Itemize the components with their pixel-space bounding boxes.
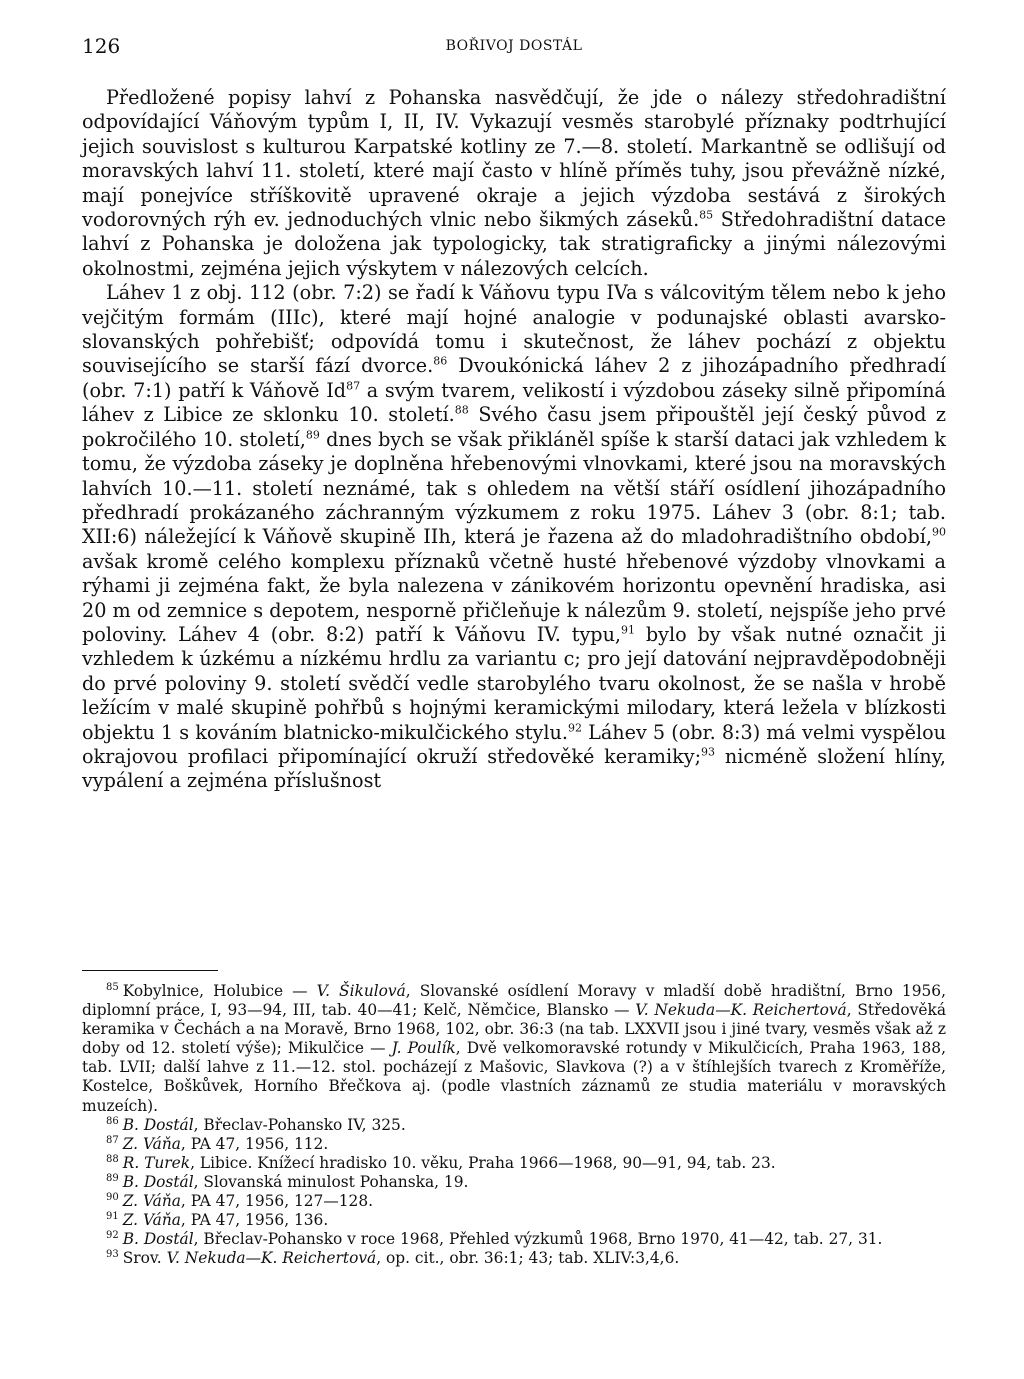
author: B. Dostál bbox=[122, 1172, 194, 1191]
footnote-number: 90 bbox=[106, 1191, 119, 1203]
author: Z. Váňa bbox=[122, 1211, 181, 1230]
footnote-ref: 92 bbox=[567, 721, 582, 735]
footnote-number: 89 bbox=[106, 1172, 119, 1184]
footnote-ref: 87 bbox=[346, 379, 361, 393]
footnote-ref: 88 bbox=[454, 403, 469, 417]
footnote bbox=[82, 1116, 946, 1135]
paragraph bbox=[82, 86, 946, 281]
text-run: Láhev 1 z obj. 112 (obr. 7:2) se řadí k Váňovu typu IVa s válcovitým tělem nebo k jeho vejčitým formám (IIIc), které mají hojné analogie v podunajské oblasti avarsko-slovanských pohřebišť; odpovídá tomu i skutečnost, že láhev pochází z objektu souvisejícího se starší fází dvorce. bbox=[82, 281, 946, 378]
footnotes bbox=[82, 982, 946, 1268]
author: V. Nekuda—K. Reichertová bbox=[166, 1249, 377, 1268]
footnote-number: 91 bbox=[106, 1211, 119, 1222]
text-run: Svého času jsem připouštěl její český původ z pokročilého 10. století, bbox=[82, 403, 947, 451]
text-run: , PA 47, 1956, 127—128. bbox=[180, 1192, 374, 1211]
author: R. Turek bbox=[122, 1153, 191, 1172]
text-run: , Středověká keramika v Čechách a na Moravě, Brno 1968, 102, obr. 36:3 (na tab. LXXVII jsou i jiné tvary, vesměs však až z doby od 12. století výše); Mikulčice — bbox=[82, 1001, 946, 1058]
text-run: , Slovanská minulost Pohanska, 19. bbox=[193, 1172, 469, 1191]
text-run: , op. cit., obr. 36:1; 43; tab. XLIV:3,4,6. bbox=[376, 1249, 680, 1268]
author: B. Dostál bbox=[122, 1230, 194, 1249]
footnote bbox=[82, 1192, 946, 1211]
footnote-number: 87 bbox=[106, 1134, 119, 1146]
text-run: Předložené popisy lahví z Pohanska nasvědčují, že jde o nálezy středohradištní odpovídající Váňovým typům I, II, IV. Vykazují vesměs starobylé příznaky podtrhující jejich souvislost s kulturou Karpatské kotliny ze 7.—8. století. Markantně se odlišují od moravských lahví 11. století, které mají často v hlíně příměs tuhy, jsou převážně nízké, mají ponejvíce stříškovitě upravené okraje a jejich výzdoba sestává z širokých vodorovných rýh ev. jednoduchých vlnic nebo šikmých záseků. bbox=[82, 86, 946, 232]
text-run: Láhev 5 (obr. 8:3) má velmi vyspělou okrajovou profilaci připomínající okruží středověké keramiky; bbox=[82, 720, 946, 768]
text-run: Středohradištní datace lahví z Pohanska je doložena jak typologicky, tak stratigraficky a jinými nálezovými okolnostmi, zejména jejich výskytem v nálezových celcích. bbox=[82, 208, 946, 280]
text-run: Srov. bbox=[122, 1249, 167, 1268]
footnote bbox=[82, 1173, 946, 1192]
paragraph bbox=[82, 281, 946, 794]
text-run: , Libice. Knížecí hradisko 10. věku, Praha 1966—1968, 90—91, 94, tab. 23. bbox=[190, 1153, 776, 1172]
footnote bbox=[82, 1211, 946, 1230]
footnote-number: 92 bbox=[106, 1230, 119, 1242]
author: V. Šikulová bbox=[316, 982, 406, 1000]
author: Z. Váňa bbox=[122, 1192, 181, 1211]
text-run: , Dvě velkomoravské rotundy v Mikulčicích, Praha 1963, 188, tab. LVII; další lahve z 11.—12. stol. pocházejí z Mašovic, Slavkova (?) a v štíhlejších tvarech z Kroměříže, Kostelce, Boškůvek, Horního Břečkova aj. (podle vlastních záznamů ze studia materiálu v moravských muzeích). bbox=[82, 1039, 946, 1115]
author: V. Nekuda—K. Reichertová bbox=[635, 1001, 847, 1020]
footnote-ref: 91 bbox=[621, 623, 636, 637]
footnote bbox=[82, 1154, 946, 1173]
footnote bbox=[82, 1135, 946, 1154]
footnote bbox=[82, 1230, 946, 1249]
text-run: , PA 47, 1956, 136. bbox=[180, 1211, 329, 1230]
footnote bbox=[82, 1249, 946, 1268]
text-run: a svým tvarem, velikostí i výzdobou záseky silně připomíná láhev z Libice ze sklonku 10. století. bbox=[82, 378, 946, 427]
footnote-number: 93 bbox=[106, 1249, 119, 1261]
text-run: bylo by však nutné označit ji vzhledem k úzkému a nízkému hrdlu za variantu c; pro její datování nejpravděpodobněji do prvé poloviny 9. století svědčí vedle starobylého tvaru okolnost, že se našla v hrobě ležícím v malé skupině pohřbů s hojnými keramickými milodary, která ležela v blízkosti objektu 1 s kováním blatnicko-mikulčického stylu. bbox=[82, 622, 947, 744]
footnote-divider bbox=[82, 970, 218, 971]
text-run: , Břeclav-Pohansko v roce 1968, Přehled výzkumů 1968, Brno 1970, 41—42, tab. 27, 31. bbox=[193, 1230, 883, 1249]
text-run: , Břeclav-Pohansko IV, 325. bbox=[193, 1115, 406, 1134]
footnote-number: 85 bbox=[106, 981, 119, 993]
footnote-ref: 93 bbox=[701, 745, 716, 759]
text-run: dnes bych se však přikláněl spíše k starší dataci jak vzhledem k tomu, že výzdoba záseky je doplněna hřebenovými vlnovkami, které jsou na moravských lahvích 10.—11. století neznámé, tak s ohledem na větší stáří osídlení jihozápadního předhradí prokázaného záchranným výzkumem z roku 1975. Láhev 3 (obr. 8:1; tab. XII:6) náležející k Váňově skupině IIh, která je řazena až do mladohradištního období, bbox=[82, 427, 946, 549]
text-run: , Slovanské osídlení Moravy v mladší době hradištní, Brno 1956, diplomní práce, I, 93—94, III, tab. 40—41; Kelč, Němčice, Blansko — bbox=[82, 982, 946, 1020]
footnote-ref: 89 bbox=[305, 428, 320, 442]
text-run: , PA 47, 1956, 112. bbox=[180, 1134, 329, 1153]
author: J. Poulík bbox=[391, 1039, 456, 1058]
running-head: BOŘIVOJ DOSTÁL bbox=[445, 38, 583, 54]
text-run: avšak kromě celého komplexu příznaků včetně husté hřebenové výzdoby vlnovkami a rýhami ji zejména fakt, že byla nalezena v zánikovém horizontu opevnění hradiska, asi 20 m od zemnice s depotem, nesporně přičleňuje k nálezům 9. století, nejspíše jeho prvé poloviny. Láhev 4 (obr. 8:2) patří k Váňovu IV. typu, bbox=[82, 549, 946, 646]
text-run: Dvoukónická láhev 2 z jihozápadního předhradí (obr. 7:1) patří k Váňově Id bbox=[82, 354, 946, 402]
footnote-number: 88 bbox=[106, 1153, 119, 1165]
footnote-ref: 85 bbox=[699, 208, 714, 222]
text-run: nicméně složení hlíny, vypálení a zejména příslušnost bbox=[82, 744, 947, 793]
footnote-ref: 86 bbox=[433, 355, 448, 369]
footnote bbox=[82, 982, 946, 1116]
footnote-ref: 90 bbox=[932, 525, 946, 539]
author: B. Dostál bbox=[122, 1115, 194, 1134]
page-header bbox=[82, 34, 946, 60]
footnote-number: 86 bbox=[106, 1115, 119, 1127]
page-number: 126 bbox=[82, 34, 121, 58]
main-text bbox=[82, 86, 946, 794]
text-run: Kobylnice, Holubice — bbox=[122, 982, 317, 1000]
author: Z. Váňa bbox=[122, 1134, 181, 1153]
